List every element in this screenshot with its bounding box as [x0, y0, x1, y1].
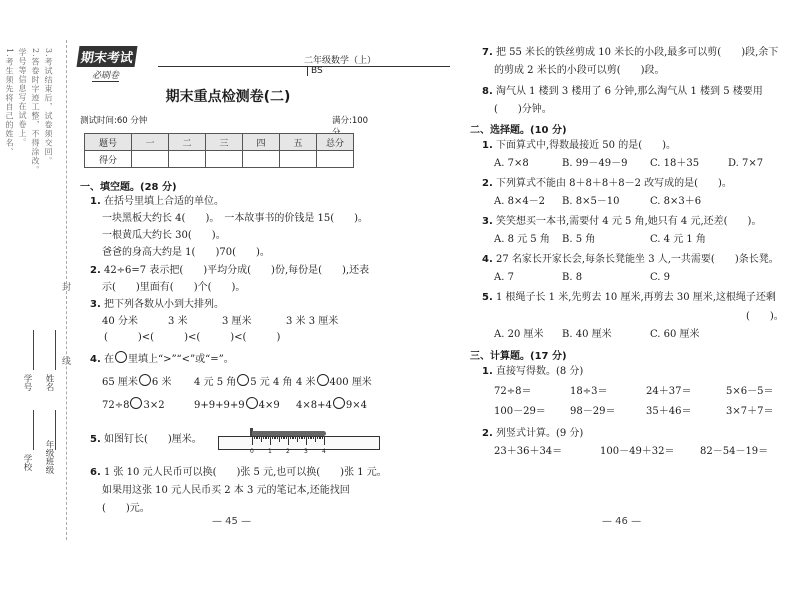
logo-sub-text: 必刷卷	[92, 68, 119, 82]
compare-left: 4 元 5 角	[194, 377, 237, 388]
score-header-row	[85, 134, 354, 151]
option[interactable]: A. 20 厘米	[494, 329, 544, 340]
question-line: 如果用这张 10 元人民币买 2 本 3 元的笔记本,还能找回	[102, 485, 350, 496]
cut-line	[66, 40, 67, 540]
score-cell: 五	[280, 134, 317, 151]
calc-question-2	[482, 427, 583, 440]
choice-question-2	[482, 177, 732, 190]
question-text: 下列算式不能由 8＋8＋8＋8－2 改写成的是( )。	[495, 178, 732, 189]
test-time: 测试时间:60 分钟	[80, 116, 148, 126]
paper-title: 期末重点检测卷(二)	[165, 89, 291, 105]
compare-item	[194, 374, 293, 389]
option[interactable]: C. 18＋35	[650, 158, 700, 169]
brand-logo	[78, 46, 144, 84]
option[interactable]: A. 7×8	[494, 158, 529, 169]
compare-item	[194, 397, 280, 412]
score-input[interactable]	[317, 151, 354, 168]
score-input[interactable]	[169, 151, 206, 168]
question-number: 2.	[90, 265, 101, 276]
binding-fields	[3, 330, 65, 480]
fill-line	[55, 330, 57, 370]
page-number: — 45 —	[212, 516, 252, 527]
question-text: 在括号里填上合适的单位。	[103, 196, 224, 207]
question-3	[90, 298, 224, 311]
calc-item: 18÷3＝	[570, 386, 608, 397]
option[interactable]: B. 5 角	[562, 234, 596, 245]
choice-question-4	[482, 253, 779, 266]
option[interactable]: B. 8	[562, 272, 583, 283]
margin-instructions	[4, 48, 64, 248]
field-school: 学校	[22, 454, 32, 471]
compare-item	[296, 397, 367, 412]
question-number: 2.	[482, 178, 493, 189]
question-text: 列竖式计算。(9 分)	[495, 428, 584, 439]
fill-line	[55, 410, 57, 450]
calc-item: 35＋46＝	[646, 406, 692, 417]
question-2	[90, 264, 369, 277]
compare-right: 3×2	[143, 400, 165, 411]
option[interactable]: B. 8×5－10	[562, 196, 620, 207]
number-item: 3 米 3 厘米	[286, 316, 339, 327]
margin-note: 学号等信息写在试卷上。	[18, 48, 27, 147]
score-input[interactable]	[132, 151, 169, 168]
question-text: 里填上“>”“<”或“=”。	[127, 354, 234, 365]
margin-note: 2.答卷时字迹工整，不得涂改。	[31, 48, 40, 175]
circle-blank-icon	[115, 351, 127, 363]
field-name: 姓名	[44, 374, 54, 391]
compare-left: 4×8+4	[296, 400, 332, 411]
option[interactable]: C. 9	[650, 272, 671, 283]
question-number: 6.	[90, 467, 101, 478]
compare-right: 9×4	[345, 400, 367, 411]
question-number: 8.	[482, 86, 493, 97]
question-4	[90, 351, 234, 366]
compare-item	[102, 397, 165, 412]
fill-line	[33, 330, 35, 370]
score-cell: 四	[243, 134, 280, 151]
score-cell: 一	[132, 134, 169, 151]
number-item: 3 厘米	[222, 316, 252, 327]
number-item: 40 分米	[102, 316, 138, 327]
question-text: 42÷6=7 表示把( )平均分成( )份,每份是( ),还表	[103, 265, 370, 276]
compare-right: 4×9	[258, 400, 280, 411]
question-number: 5.	[90, 434, 101, 445]
question-number: 5.	[482, 292, 493, 303]
compare-item	[102, 374, 171, 389]
question-text: 直接写得数。(8 分)	[495, 366, 584, 377]
option[interactable]: A. 7	[494, 272, 514, 283]
question-number: 4.	[90, 354, 101, 365]
question-number: 1.	[90, 196, 101, 207]
field-student-id: 学号	[22, 374, 32, 391]
number-item: 3 米	[168, 316, 188, 327]
compare-left: 4 米	[296, 377, 316, 388]
calc-item: 3×7＋7＝	[726, 406, 774, 417]
question-text: 下面算式中,得数最接近 50 的是( )。	[495, 140, 677, 151]
grade-label	[304, 53, 378, 76]
option[interactable]: B. 99－49－9	[562, 158, 628, 169]
calc-question-1	[482, 365, 583, 378]
compare-circle[interactable]	[317, 374, 329, 386]
field-class: 年级班级	[44, 440, 54, 474]
option[interactable]: C. 60 厘米	[650, 329, 700, 340]
question-line: ( )元。	[102, 503, 150, 514]
section-title: 二、选择题。(10 分)	[470, 125, 567, 136]
compare-circle[interactable]	[333, 397, 345, 409]
score-value-row	[85, 151, 354, 168]
order-line: ( )<( )<( )<( )	[104, 332, 281, 343]
calc-item: 100－29＝	[494, 406, 546, 417]
ruler-label: 4	[322, 448, 326, 455]
question-8	[482, 85, 763, 98]
score-input[interactable]	[280, 151, 317, 168]
choice-question-5	[482, 291, 776, 304]
vertical-calc-item: 100－49＋32＝	[600, 446, 675, 457]
question-6	[90, 466, 387, 479]
question-7	[482, 46, 778, 59]
score-input[interactable]	[206, 151, 243, 168]
choice-question-1	[482, 139, 676, 152]
section-title: 一、填空题。(28 分)	[80, 182, 177, 193]
compare-circle[interactable]	[139, 374, 151, 386]
question-number: 7.	[482, 47, 493, 58]
vertical-calc-item: 23＋36＋34＝	[494, 446, 563, 457]
ruler-label: 2	[286, 448, 290, 455]
score-cell: 题号	[85, 134, 132, 151]
edition-text: BS	[307, 66, 323, 76]
question-number: 3.	[90, 299, 101, 310]
option[interactable]: D. 7×7	[728, 158, 764, 169]
question-text: 在	[103, 354, 114, 365]
compare-left: 65 厘米	[102, 377, 138, 388]
score-cell: 三	[206, 134, 243, 151]
question-text: 淘气从 1 楼到 3 楼用了 6 分钟,那么淘气从 1 楼到 5 楼要用	[495, 86, 763, 97]
question-5	[90, 433, 202, 446]
compare-circle[interactable]	[246, 397, 258, 409]
question-text: 如图钉长( )厘米。	[103, 434, 202, 445]
margin-note: 1.考生须先将自己的姓名、	[5, 48, 14, 157]
question-number: 1.	[482, 366, 493, 377]
seal-mark: 线	[62, 357, 72, 367]
option[interactable]: C. 4 元 1 角	[650, 234, 706, 245]
ruler-label: 3	[304, 448, 308, 455]
option[interactable]: A. 8 元 5 角	[494, 234, 550, 245]
question-1	[90, 195, 224, 208]
logo-main-text: 期末考试	[77, 46, 138, 67]
question-line: 的剪成 2 米长的小段可以剪( )段。	[494, 65, 665, 76]
question-text: 27 名家长开家长会,每条长凳能坐 3 人,一共需要( )条长凳。	[495, 254, 779, 265]
question-text: 笑笑想买一本书,需要付 4 元 5 角,她只有 4 元,还差( )。	[495, 216, 762, 227]
compare-right: 400 厘米	[329, 377, 372, 388]
score-input[interactable]	[243, 151, 280, 168]
calc-item: 5×6－5＝	[726, 386, 774, 397]
score-cell: 得分	[85, 151, 132, 168]
ruler-tick	[324, 436, 325, 445]
ruler-label: 1	[268, 448, 272, 455]
full-score: 满分:100	[332, 116, 369, 126]
score-cell: 二	[169, 134, 206, 151]
seal-mark: 封	[62, 283, 72, 293]
question-text: 把下列各数从小到大排列。	[103, 299, 224, 310]
compare-right: 6 米	[151, 377, 172, 388]
grade-text: 二年级数学（上）	[304, 56, 377, 66]
compare-left: 72÷8	[102, 400, 130, 411]
calc-item: 98－29＝	[570, 406, 616, 417]
question-text: 1 张 10 元人民币可以换( )张 5 元,也可以换( )张 1 元。	[103, 467, 387, 478]
question-number: 1.	[482, 140, 493, 151]
option[interactable]: B. 40 厘米	[562, 329, 612, 340]
compare-circle[interactable]	[237, 374, 249, 386]
question-number: 4.	[482, 254, 493, 265]
question-number: 2.	[482, 428, 493, 439]
margin-note: 3.考试结束后，试卷须交回。	[44, 48, 53, 166]
score-cell: 总分	[317, 134, 354, 151]
answer-blank[interactable]: ( )。	[746, 311, 784, 322]
compare-left: 9+9+9+9	[194, 400, 245, 411]
vertical-calc-item: 82－54－19＝	[700, 446, 769, 457]
compare-circle[interactable]	[130, 397, 142, 409]
question-line: 一块黑板大约长 4( )。 一本故事书的价钱是 15( )。	[102, 213, 369, 224]
question-line: 一根黄瓜大约长 30( )。	[102, 230, 226, 241]
compare-right: 5 元 4 角	[250, 377, 293, 388]
question-text: 1 根绳子长 1 米,先剪去 10 厘米,再剪去 30 厘米,这根绳子还剩	[495, 292, 776, 303]
section-title: 三、计算题。(17 分)	[470, 351, 567, 362]
option[interactable]: C. 8×3＋6	[650, 196, 702, 207]
option[interactable]: A. 8×4－2	[494, 196, 546, 207]
question-line: ( )分钟。	[494, 104, 552, 115]
question-number: 3.	[482, 216, 493, 227]
calc-item: 72÷8＝	[494, 386, 532, 397]
score-table	[84, 133, 354, 168]
page-number: — 46 —	[602, 516, 642, 527]
question-line: 爸爸的身高大约是 1( )70( )。	[102, 247, 270, 258]
question-text: 把 55 米长的铁丝剪成 10 米长的小段,最多可以剪( )段,余下	[495, 47, 779, 58]
calc-item: 24＋37＝	[646, 386, 692, 397]
ruler-figure	[218, 428, 378, 454]
header-divider	[158, 66, 450, 67]
choice-question-3	[482, 215, 761, 228]
ruler-label: 0	[250, 448, 254, 455]
fill-line	[33, 410, 35, 450]
compare-item	[296, 374, 372, 389]
question-line: 示( )里面有( )个( )。	[102, 282, 246, 293]
